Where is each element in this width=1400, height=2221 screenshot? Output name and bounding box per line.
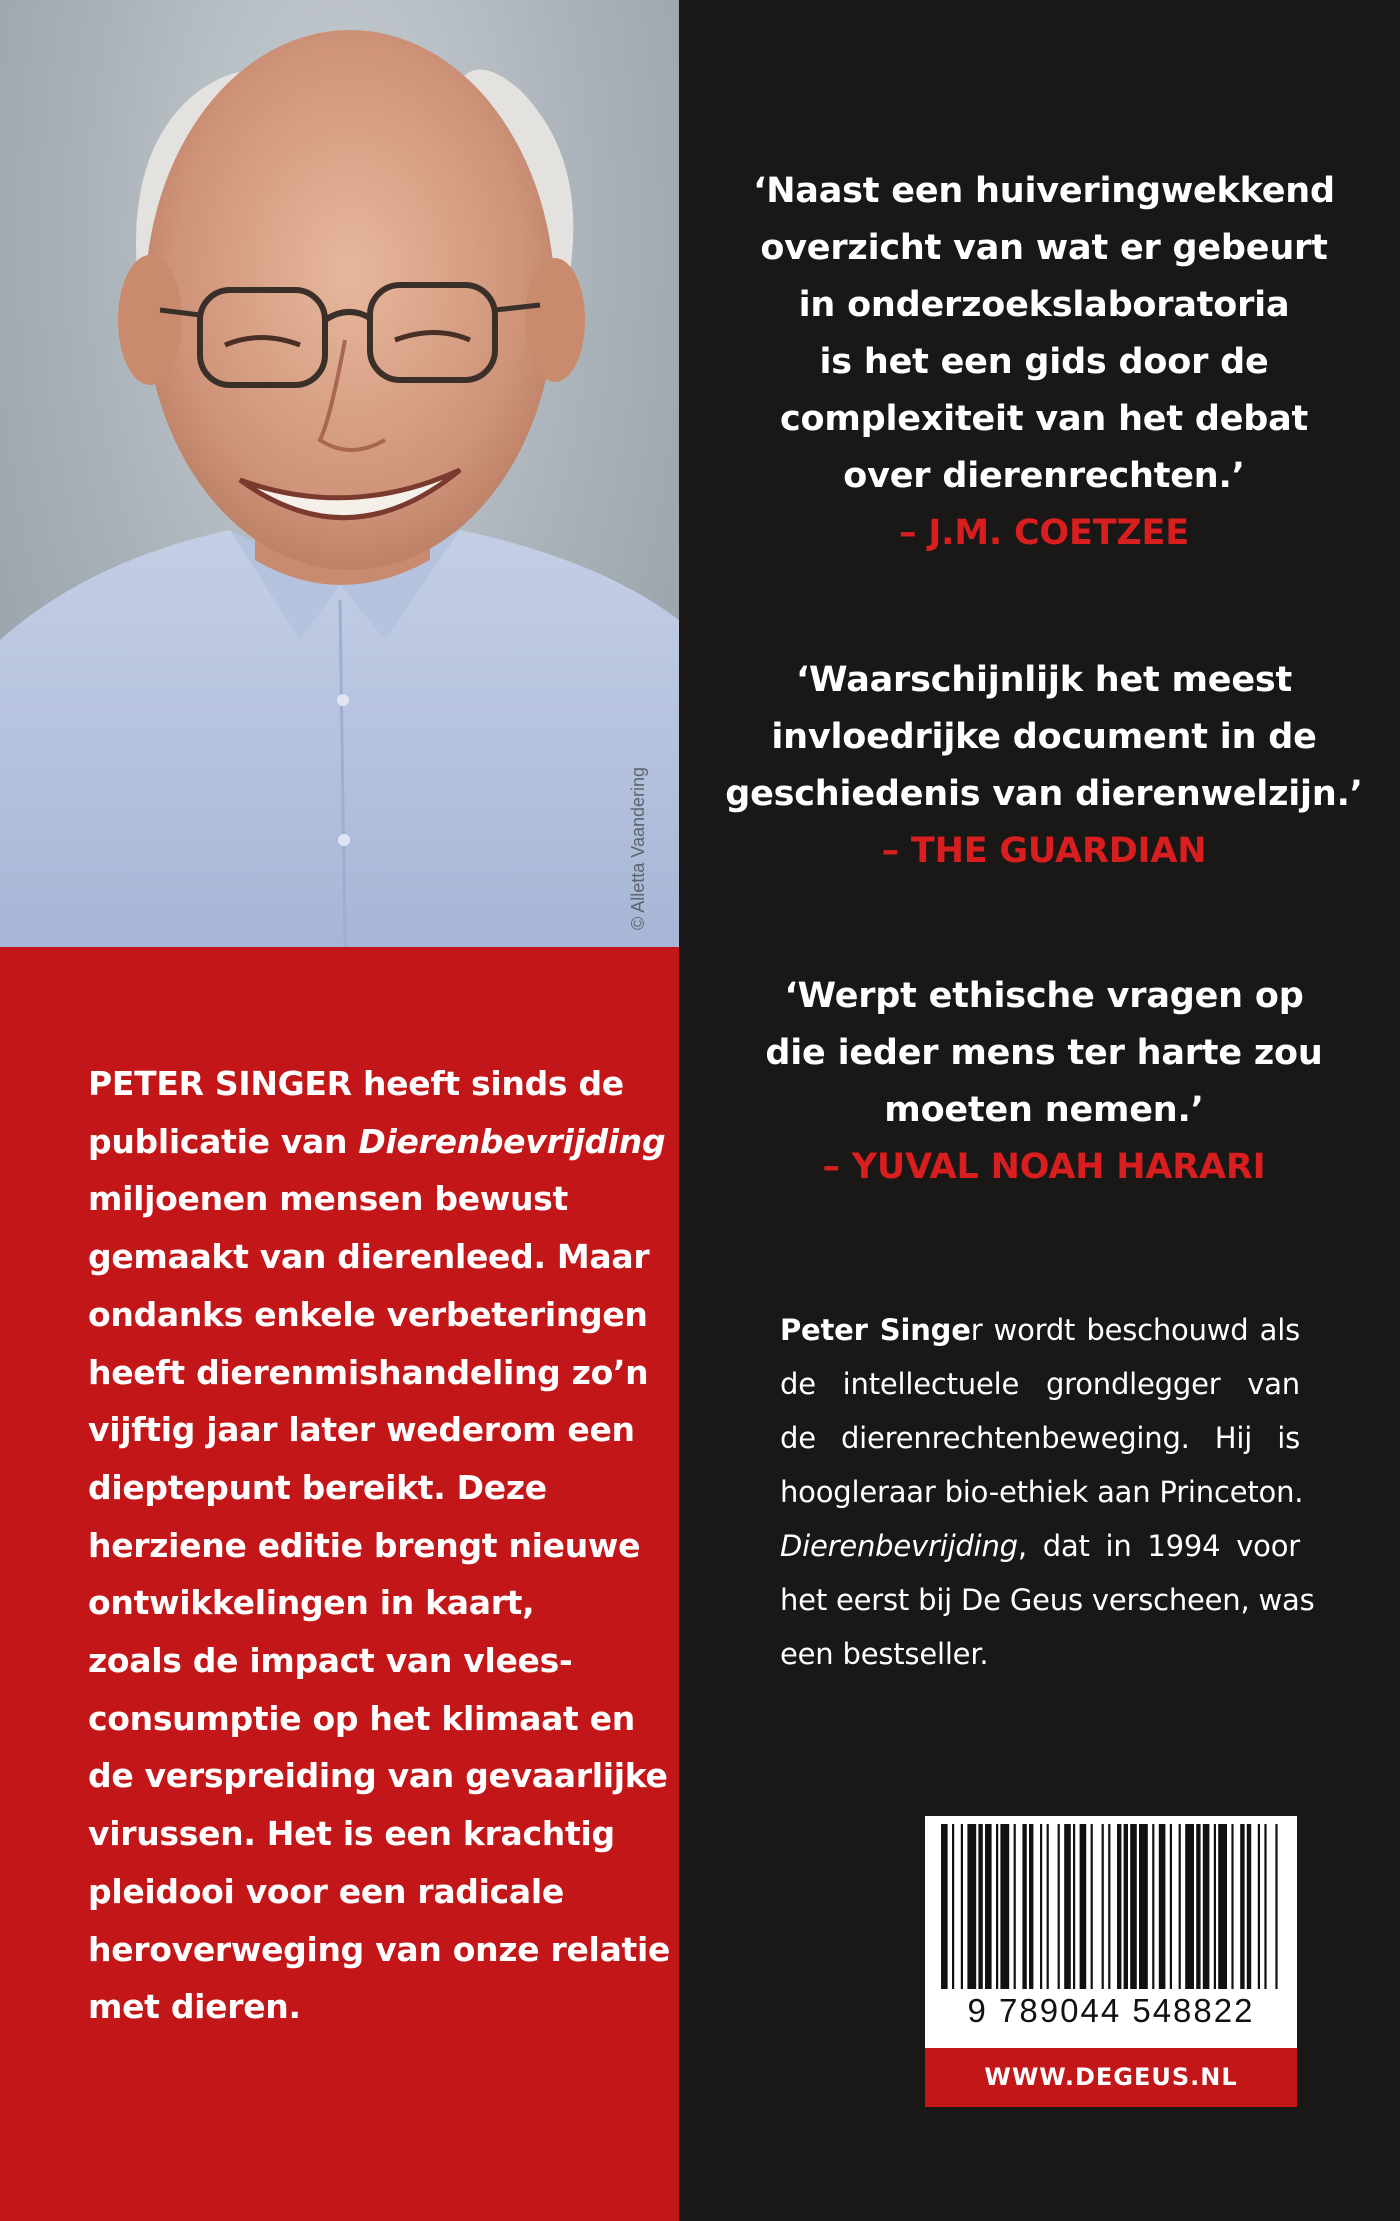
barcode-bar	[1185, 1824, 1194, 1989]
barcode-bar	[1073, 1824, 1075, 1989]
barcode-bar	[941, 1824, 948, 1989]
quote-line: in onderzoekslaboratoria	[798, 285, 1290, 325]
photo-credit: © Alletta Vaandering	[628, 766, 648, 930]
barcode-bar	[1022, 1824, 1026, 1989]
barcode-bar	[1117, 1824, 1121, 1989]
quote-line: complexiteit van het debat	[779, 399, 1309, 439]
review-quote-harari	[688, 968, 1400, 1196]
blurb-line: miljoenen mensen bewust	[88, 1179, 568, 1219]
barcode-bar	[961, 1824, 963, 1989]
blurb-line: zoals de impact van vlees-	[88, 1641, 573, 1681]
barcode-bar	[1108, 1824, 1110, 1989]
quote-line: overzicht van wat er gebeurt	[760, 228, 1328, 268]
barcode-bar	[1231, 1824, 1233, 1989]
barcode-bar	[978, 1824, 982, 1989]
barcode	[925, 1816, 1297, 2048]
barcode-bar	[1152, 1824, 1154, 1989]
author-name-caps: PETER SINGER	[88, 1064, 352, 1103]
blurb-line	[88, 1113, 666, 1171]
quote-line: die ieder mens ter harte zou	[765, 1033, 1323, 1073]
barcode-bar	[1247, 1824, 1251, 1989]
quote-line: moeten nemen.’	[884, 1090, 1204, 1130]
blurb-line: de verspreiding van gevaarlijke	[88, 1756, 668, 1796]
barcode-bar	[1258, 1824, 1260, 1989]
bio-line: de dierenrechtenbeweging. Hij is	[780, 1421, 1300, 1455]
blurb-line: ontwikkelingen in kaart,	[88, 1583, 535, 1623]
barcode-bar	[1139, 1824, 1148, 1989]
barcode-bar	[1058, 1824, 1060, 1989]
blurb-text: publicatie van	[88, 1121, 359, 1161]
bio-text: r wordt beschouwd als	[970, 1313, 1300, 1347]
blurb-line: heroverweging van onze relatie	[88, 1929, 671, 1969]
blurb-line: consumptie op het klimaat en	[88, 1698, 635, 1738]
blurb-line: vijftig jaar later wederom een	[88, 1410, 635, 1450]
barcode-bar	[1218, 1824, 1227, 1989]
bio-line	[780, 1519, 1300, 1573]
barcode-bar	[1080, 1824, 1087, 1989]
barcode-bar	[1159, 1824, 1166, 1989]
author-name: Peter Singe	[780, 1313, 971, 1347]
book-title: Dierenbevrijding	[358, 1121, 666, 1161]
barcode-bar	[985, 1824, 992, 1989]
barcode-bar	[1264, 1824, 1266, 1989]
barcode-bar	[1179, 1824, 1181, 1989]
review-quote-guardian	[688, 652, 1400, 880]
book-title: Dierenbevrijding	[780, 1529, 1018, 1563]
blurb-line: heeft dierenmishandeling zo’n	[88, 1352, 649, 1392]
barcode-bar	[1091, 1824, 1093, 1989]
barcode-bar	[1170, 1824, 1172, 1989]
author-photo	[0, 0, 679, 947]
blurb-line: pleidooi voor een radicale	[88, 1871, 564, 1911]
blurb-line: gemaakt van dierenleed. Maar	[88, 1237, 650, 1277]
blurb-line: herziene editie brengt nieuwe	[88, 1525, 641, 1565]
barcode-bar	[1240, 1824, 1244, 1989]
quote-line: ‘Waarschijnlijk het meest	[795, 660, 1293, 700]
bio-line: de intellectuele grondlegger van	[780, 1367, 1300, 1401]
quote-attribution: – THE GUARDIAN	[881, 831, 1207, 871]
bio-line	[780, 1303, 1300, 1357]
left-column	[0, 0, 679, 2221]
quote-attribution: – J.M. COETZEE	[899, 513, 1189, 553]
blurb-line: ondanks enkele verbeteringen	[88, 1294, 648, 1334]
barcode-bar	[967, 1824, 976, 1989]
quote-line: ‘Werpt ethische vragen op	[784, 976, 1304, 1016]
barcode-bar	[1029, 1824, 1033, 1989]
barcode-bar	[1102, 1824, 1104, 1989]
bio-text: , dat in 1994 voor	[1017, 1529, 1300, 1563]
bio-line: een bestseller.	[780, 1637, 989, 1671]
blurb-line: virussen. Het is een krachtig	[88, 1814, 615, 1854]
quote-line: is het een gids door de	[819, 342, 1269, 382]
barcode-bar	[1124, 1824, 1128, 1989]
barcode-bar	[996, 1824, 998, 1989]
review-quote-coetzee	[688, 163, 1400, 562]
quote-line: geschiedenis van dierenwelzijn.’	[725, 774, 1363, 814]
blurb-line	[88, 1055, 648, 1113]
barcode-bars	[925, 1816, 1297, 1996]
barcode-bar	[1064, 1824, 1071, 1989]
quote-line: over dierenrechten.’	[843, 456, 1245, 496]
quote-line: ‘Naast een huiveringwekkend	[753, 171, 1335, 211]
publisher-website: WWW.DEGEUS.NL	[925, 2048, 1297, 2107]
barcode-bar	[1275, 1824, 1277, 1989]
blurb-line: met dieren.	[88, 1987, 301, 2027]
author-bio	[780, 1303, 1315, 1681]
blurb-line: dieptepunt bereikt. Deze	[88, 1467, 547, 1507]
bio-line: het eerst bij De Geus verscheen, was	[780, 1583, 1315, 1617]
barcode-bar	[1130, 1824, 1137, 1989]
isbn-number: 9 789044 548822	[967, 1992, 1255, 2029]
barcode-bar	[1196, 1824, 1200, 1989]
barcode-bar	[952, 1824, 954, 1989]
barcode-bar	[1000, 1824, 1009, 1989]
quote-attribution: – YUVAL NOAH HARARI	[822, 1147, 1266, 1187]
quote-line: invloedrijke document in de	[771, 717, 1317, 757]
book-blurb	[88, 1055, 671, 2036]
barcode-bar	[1214, 1824, 1216, 1989]
blurb-text: heeft sinds de	[351, 1064, 624, 1103]
barcode-bar	[1047, 1824, 1049, 1989]
barcode-bar	[1203, 1824, 1210, 1989]
barcode-bar	[1014, 1824, 1016, 1989]
barcode-bar	[1040, 1824, 1042, 1989]
author-portrait-image	[0, 0, 679, 947]
bio-line: hoogleraar bio-ethiek aan Princeton.	[780, 1475, 1304, 1509]
